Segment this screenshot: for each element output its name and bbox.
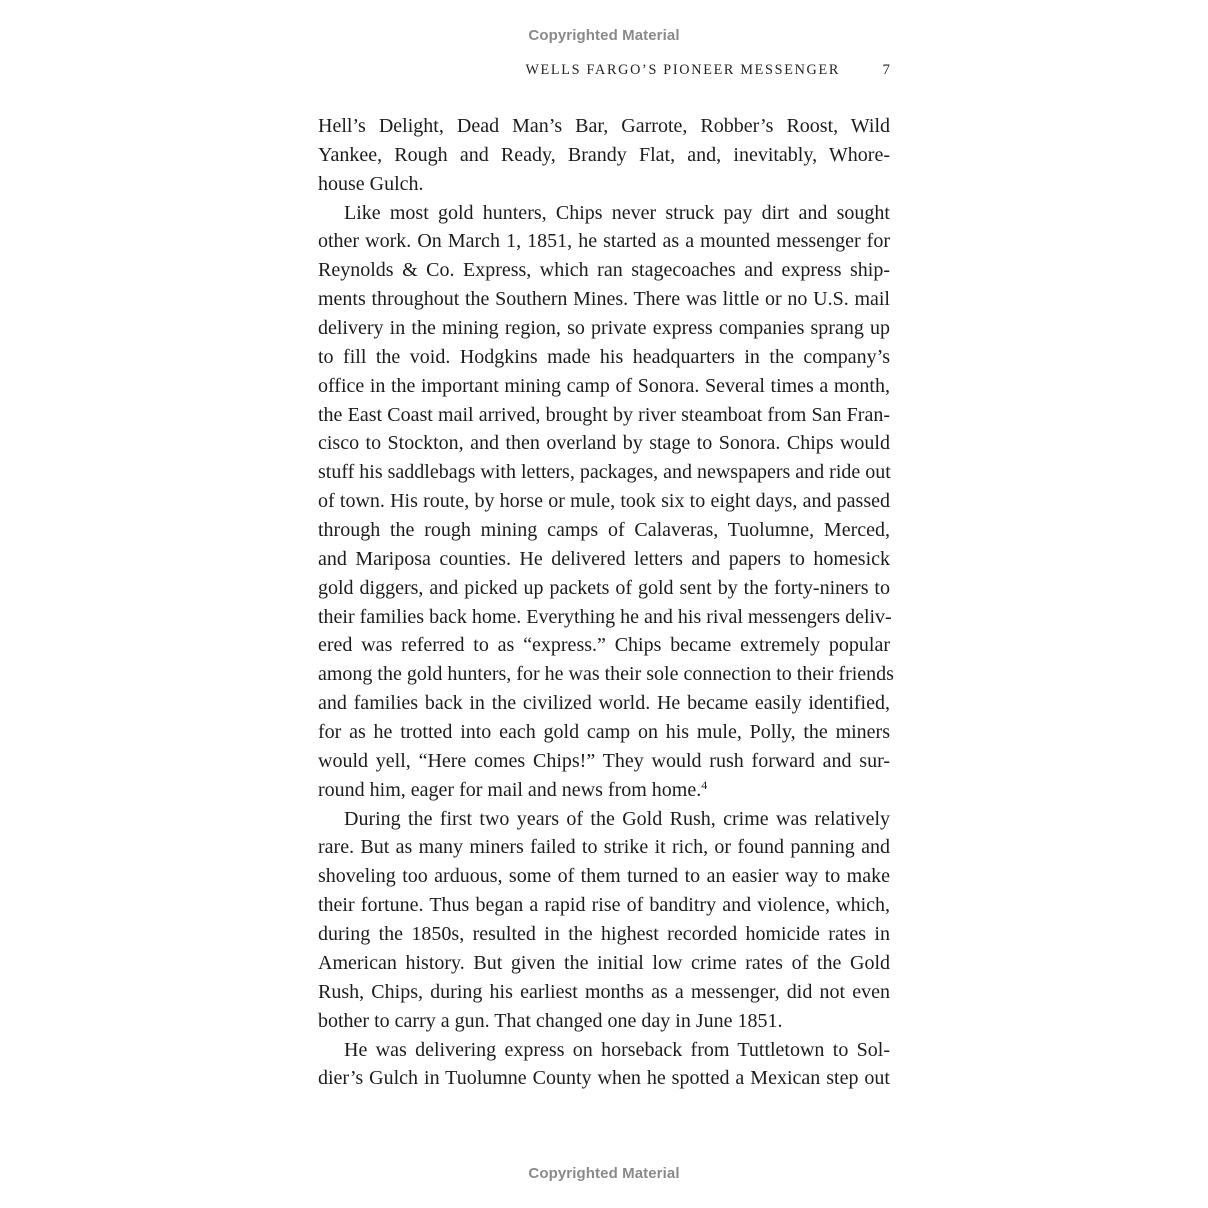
line-text: dier’s Gulch in Tuolumne County when he spotted a Mexican step out [318, 1067, 890, 1090]
text-line [318, 631, 890, 660]
text-line [318, 112, 890, 141]
line-text: of town. His route, by horse or mule, took six to eight days, and passed [318, 490, 890, 513]
line-text: ments throughout the Southern Mines. There was little or no U.S. mail [318, 288, 890, 311]
line-text: Like most gold hunters, Chips never struck pay dirt and sought [344, 201, 890, 224]
line-text: and Mariposa counties. He delivered letters and papers to homesick [318, 547, 890, 570]
paragraph [318, 805, 890, 1036]
line-text: other work. On March 1, 1851, he started as a mounted messenger for [318, 230, 890, 253]
line-text: Reynolds & Co. Express, which ran stagecoaches and express ship- [318, 259, 890, 282]
text-line [318, 141, 890, 170]
text-line [318, 747, 890, 776]
text-line [318, 949, 890, 978]
watermark-top: Copyrighted Material [528, 27, 680, 44]
running-head [318, 62, 890, 84]
running-title: WELLS FARGO’S PIONEER MESSENGER [525, 62, 840, 78]
text-line [318, 1036, 890, 1065]
line-text: American history. But given the initial low crime rates of the Gold [318, 951, 890, 974]
text-line [318, 545, 890, 574]
line-text: Hell’s Delight, Dead Man’s Bar, Garrote, Robber’s Roost, Wild [318, 115, 890, 137]
text-line [318, 314, 890, 343]
text-line [318, 689, 890, 718]
text-line [318, 401, 890, 430]
line-text: Yankee, Rough and Ready, Brandy Flat, and, inevitably, Whore- [318, 143, 890, 166]
paragraph [318, 199, 894, 805]
text-line [318, 343, 890, 372]
paragraph [318, 1036, 890, 1094]
line-text: office in the important mining camp of Sonora. Several times a month, [318, 374, 890, 397]
line-text: He was delivering express on horseback from Tuttletown to Sol- [344, 1038, 890, 1061]
line-text: round him, eager for mail and news from home. [318, 778, 702, 801]
text-line [318, 718, 890, 747]
text-line [318, 660, 894, 689]
text-line [318, 256, 890, 285]
footnote-marker: 4 [701, 777, 708, 792]
body-text [318, 112, 894, 1093]
line-text: to fill the void. Hodgkins made his headquarters in the company’s [318, 345, 890, 368]
text-line [318, 862, 890, 891]
paragraph [318, 112, 890, 199]
line-text: would yell, “Here comes Chips!” They would rush forward and sur- [318, 749, 890, 772]
text-line [318, 805, 890, 834]
text-line [318, 170, 890, 199]
line-text: house Gulch. [318, 172, 424, 195]
line-text: cisco to Stockton, and then overland by stage to Sonora. Chips would [318, 432, 890, 455]
line-text: for as he trotted into each gold camp on his mule, Polly, the miners [318, 721, 890, 744]
line-text: shoveling too arduous, some of them turned to an easier way to make [318, 865, 890, 888]
line-text: the East Coast mail arrived, brought by river steamboat from San Fran- [318, 403, 890, 426]
text-line [318, 458, 890, 487]
text-line [318, 227, 890, 256]
line-text: during the 1850s, resulted in the highest recorded homicide rates in [318, 923, 890, 946]
line-text: bother to carry a gun. That changed one day in June 1851. [318, 1009, 783, 1032]
text-line [318, 776, 890, 805]
text-line [318, 603, 890, 632]
line-text: delivery in the mining region, so private express companies sprang up [318, 317, 890, 340]
text-line [318, 372, 890, 401]
line-text: among the gold hunters, for he was their sole connection to their friends [318, 663, 894, 686]
watermark-bottom: Copyrighted Material [528, 1165, 680, 1182]
line-text: stuff his saddlebags with letters, packages, and newspapers and ride out [318, 461, 891, 484]
text-line [318, 1007, 890, 1036]
text-line [318, 978, 890, 1007]
page-number: 7 [882, 62, 890, 78]
line-text: gold diggers, and picked up packets of gold sent by the forty-niners to [318, 576, 890, 599]
text-line [318, 574, 890, 603]
line-text: and families back in the civilized world. He became easily identified, [318, 692, 890, 715]
text-line [318, 429, 890, 458]
text-line [318, 487, 890, 516]
line-text: through the rough mining camps of Calaveras, Tuolumne, Merced, [318, 519, 890, 542]
line-text: rare. But as many miners failed to strike it rich, or found panning and [318, 836, 890, 859]
text-line [318, 199, 890, 228]
line-text: Rush, Chips, during his earliest months as a messenger, did not even [318, 980, 890, 1003]
line-text: ered was referred to as “express.” Chips became extremely popular [318, 634, 890, 657]
text-line [318, 1064, 890, 1093]
text-line [318, 920, 890, 949]
text-line [318, 516, 890, 545]
text-line [318, 285, 890, 314]
text-line [318, 833, 890, 862]
line-text: their families back home. Everything he and his rival messengers deliv- [318, 605, 892, 628]
text-line [318, 891, 890, 920]
line-text: their fortune. Thus began a rapid rise of banditry and violence, which, [318, 894, 890, 917]
line-text: During the first two years of the Gold Rush, crime was relatively [344, 807, 890, 830]
